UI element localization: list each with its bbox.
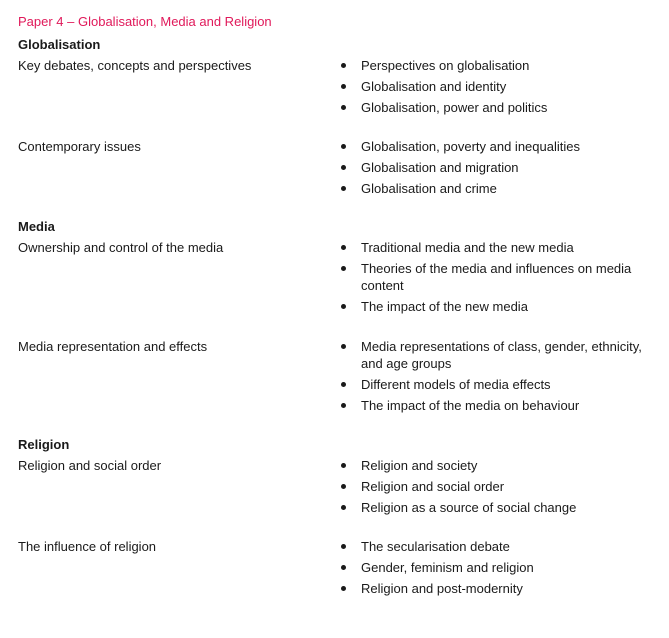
topic-title: Religion and social order [18, 458, 162, 473]
topic-title: Ownership and control of the media [18, 240, 224, 255]
list-item: Media representations of class, gender, ethnicity, and age groups [340, 338, 662, 372]
list-item: Traditional media and the new media [340, 239, 662, 256]
topic-list [340, 538, 662, 601]
list-item: Globalisation, power and politics [340, 99, 662, 116]
list-item: Globalisation and migration [340, 159, 662, 176]
topic-list [340, 457, 662, 520]
topic-title: Media representation and effects [18, 339, 208, 354]
section-heading-media: Media [18, 219, 55, 234]
list-item: The secularisation debate [340, 538, 662, 555]
list-item: Perspectives on globalisation [340, 57, 662, 74]
list-item: Religion and post-modernity [340, 580, 662, 597]
section-heading-religion: Religion [18, 437, 70, 452]
list-item: Different models of media effects [340, 376, 662, 393]
topic-title: Key debates, concepts and perspectives [18, 58, 252, 73]
list-item: Religion as a source of social change [340, 499, 662, 516]
paper-title: Paper 4 – Globalisation, Media and Religion [18, 14, 272, 29]
topic-title: The influence of religion [18, 539, 157, 554]
list-item: Theories of the media and influences on media content [340, 260, 662, 294]
topic-title: Contemporary issues [18, 139, 141, 154]
list-item: Globalisation, poverty and inequalities [340, 138, 662, 155]
topic-list [340, 239, 662, 319]
list-item: Gender, feminism and religion [340, 559, 662, 576]
topic-list [340, 338, 662, 418]
list-item: Religion and society [340, 457, 662, 474]
list-item: Globalisation and crime [340, 180, 662, 197]
topic-list [340, 138, 662, 201]
list-item: The impact of the media on behaviour [340, 397, 662, 414]
list-item: Religion and social order [340, 478, 662, 495]
list-item: Globalisation and identity [340, 78, 662, 95]
section-heading-globalisation: Globalisation [18, 37, 101, 52]
list-item: The impact of the new media [340, 298, 662, 315]
topic-list [340, 57, 662, 120]
